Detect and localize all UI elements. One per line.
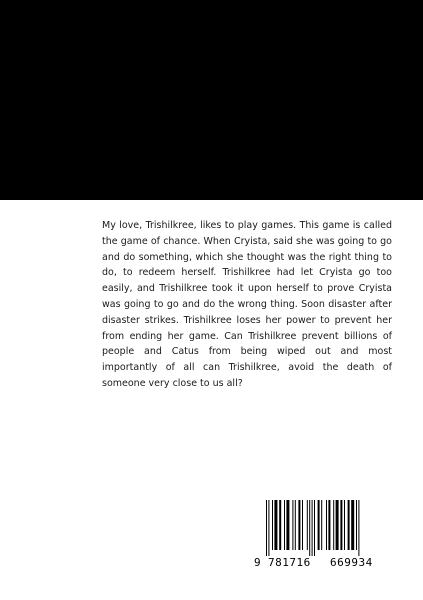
barcode-bars xyxy=(254,500,396,556)
barcode-bar xyxy=(358,500,359,556)
barcode-bar xyxy=(312,500,313,556)
barcode-bar xyxy=(274,500,277,550)
cover-black-panel xyxy=(0,0,423,200)
isbn-barcode xyxy=(254,500,396,575)
isbn-group-2: 669934 xyxy=(330,556,373,569)
barcode-bar xyxy=(268,500,269,556)
barcode-bar xyxy=(292,500,293,550)
barcode-bar xyxy=(333,500,334,550)
barcode-bar xyxy=(307,500,308,550)
back-cover-blurb: My love, Trishilkree, likes to play games. This game is called the game of chance. When Cryista, said she was going to go and do something, which she thought was the right thing to do, to redeem herself. Trishilkree had let Cryista go too easily, and Trishilkree took it upon herself to prove Cryista was going to go and do the wrong thing. Soon disaster after disaster strikes. Trishilkree loses her power to prevent her from ending her game. Can Trishilkree prevent billions of people and Catus from being wiped out and most importantly of all can Trishilkree, avoid the death of someone very close to us all? xyxy=(102,220,392,389)
barcode-bar xyxy=(286,500,289,550)
barcode-bar xyxy=(266,500,267,556)
barcode-bar xyxy=(272,500,273,550)
isbn-prefix: 9 xyxy=(254,556,262,569)
barcode-bar xyxy=(298,500,300,550)
barcode-bar xyxy=(336,500,339,550)
barcode-bar xyxy=(279,500,281,550)
barcode-bar xyxy=(302,500,303,550)
barcode-bar xyxy=(344,500,345,550)
isbn-group-1: 781716 xyxy=(268,556,311,569)
barcode-bar xyxy=(348,500,350,550)
barcode-bar xyxy=(295,500,296,550)
barcode-bar xyxy=(356,500,357,550)
barcode-bar xyxy=(309,500,310,556)
barcode-bar xyxy=(328,500,330,550)
barcode-bar xyxy=(326,500,327,550)
barcode-bar xyxy=(321,500,322,550)
barcode-bar xyxy=(314,500,315,556)
barcode-bar xyxy=(284,500,285,550)
barcode-bar xyxy=(340,500,342,550)
barcode-bar xyxy=(351,500,354,550)
barcode-bar xyxy=(318,500,320,550)
